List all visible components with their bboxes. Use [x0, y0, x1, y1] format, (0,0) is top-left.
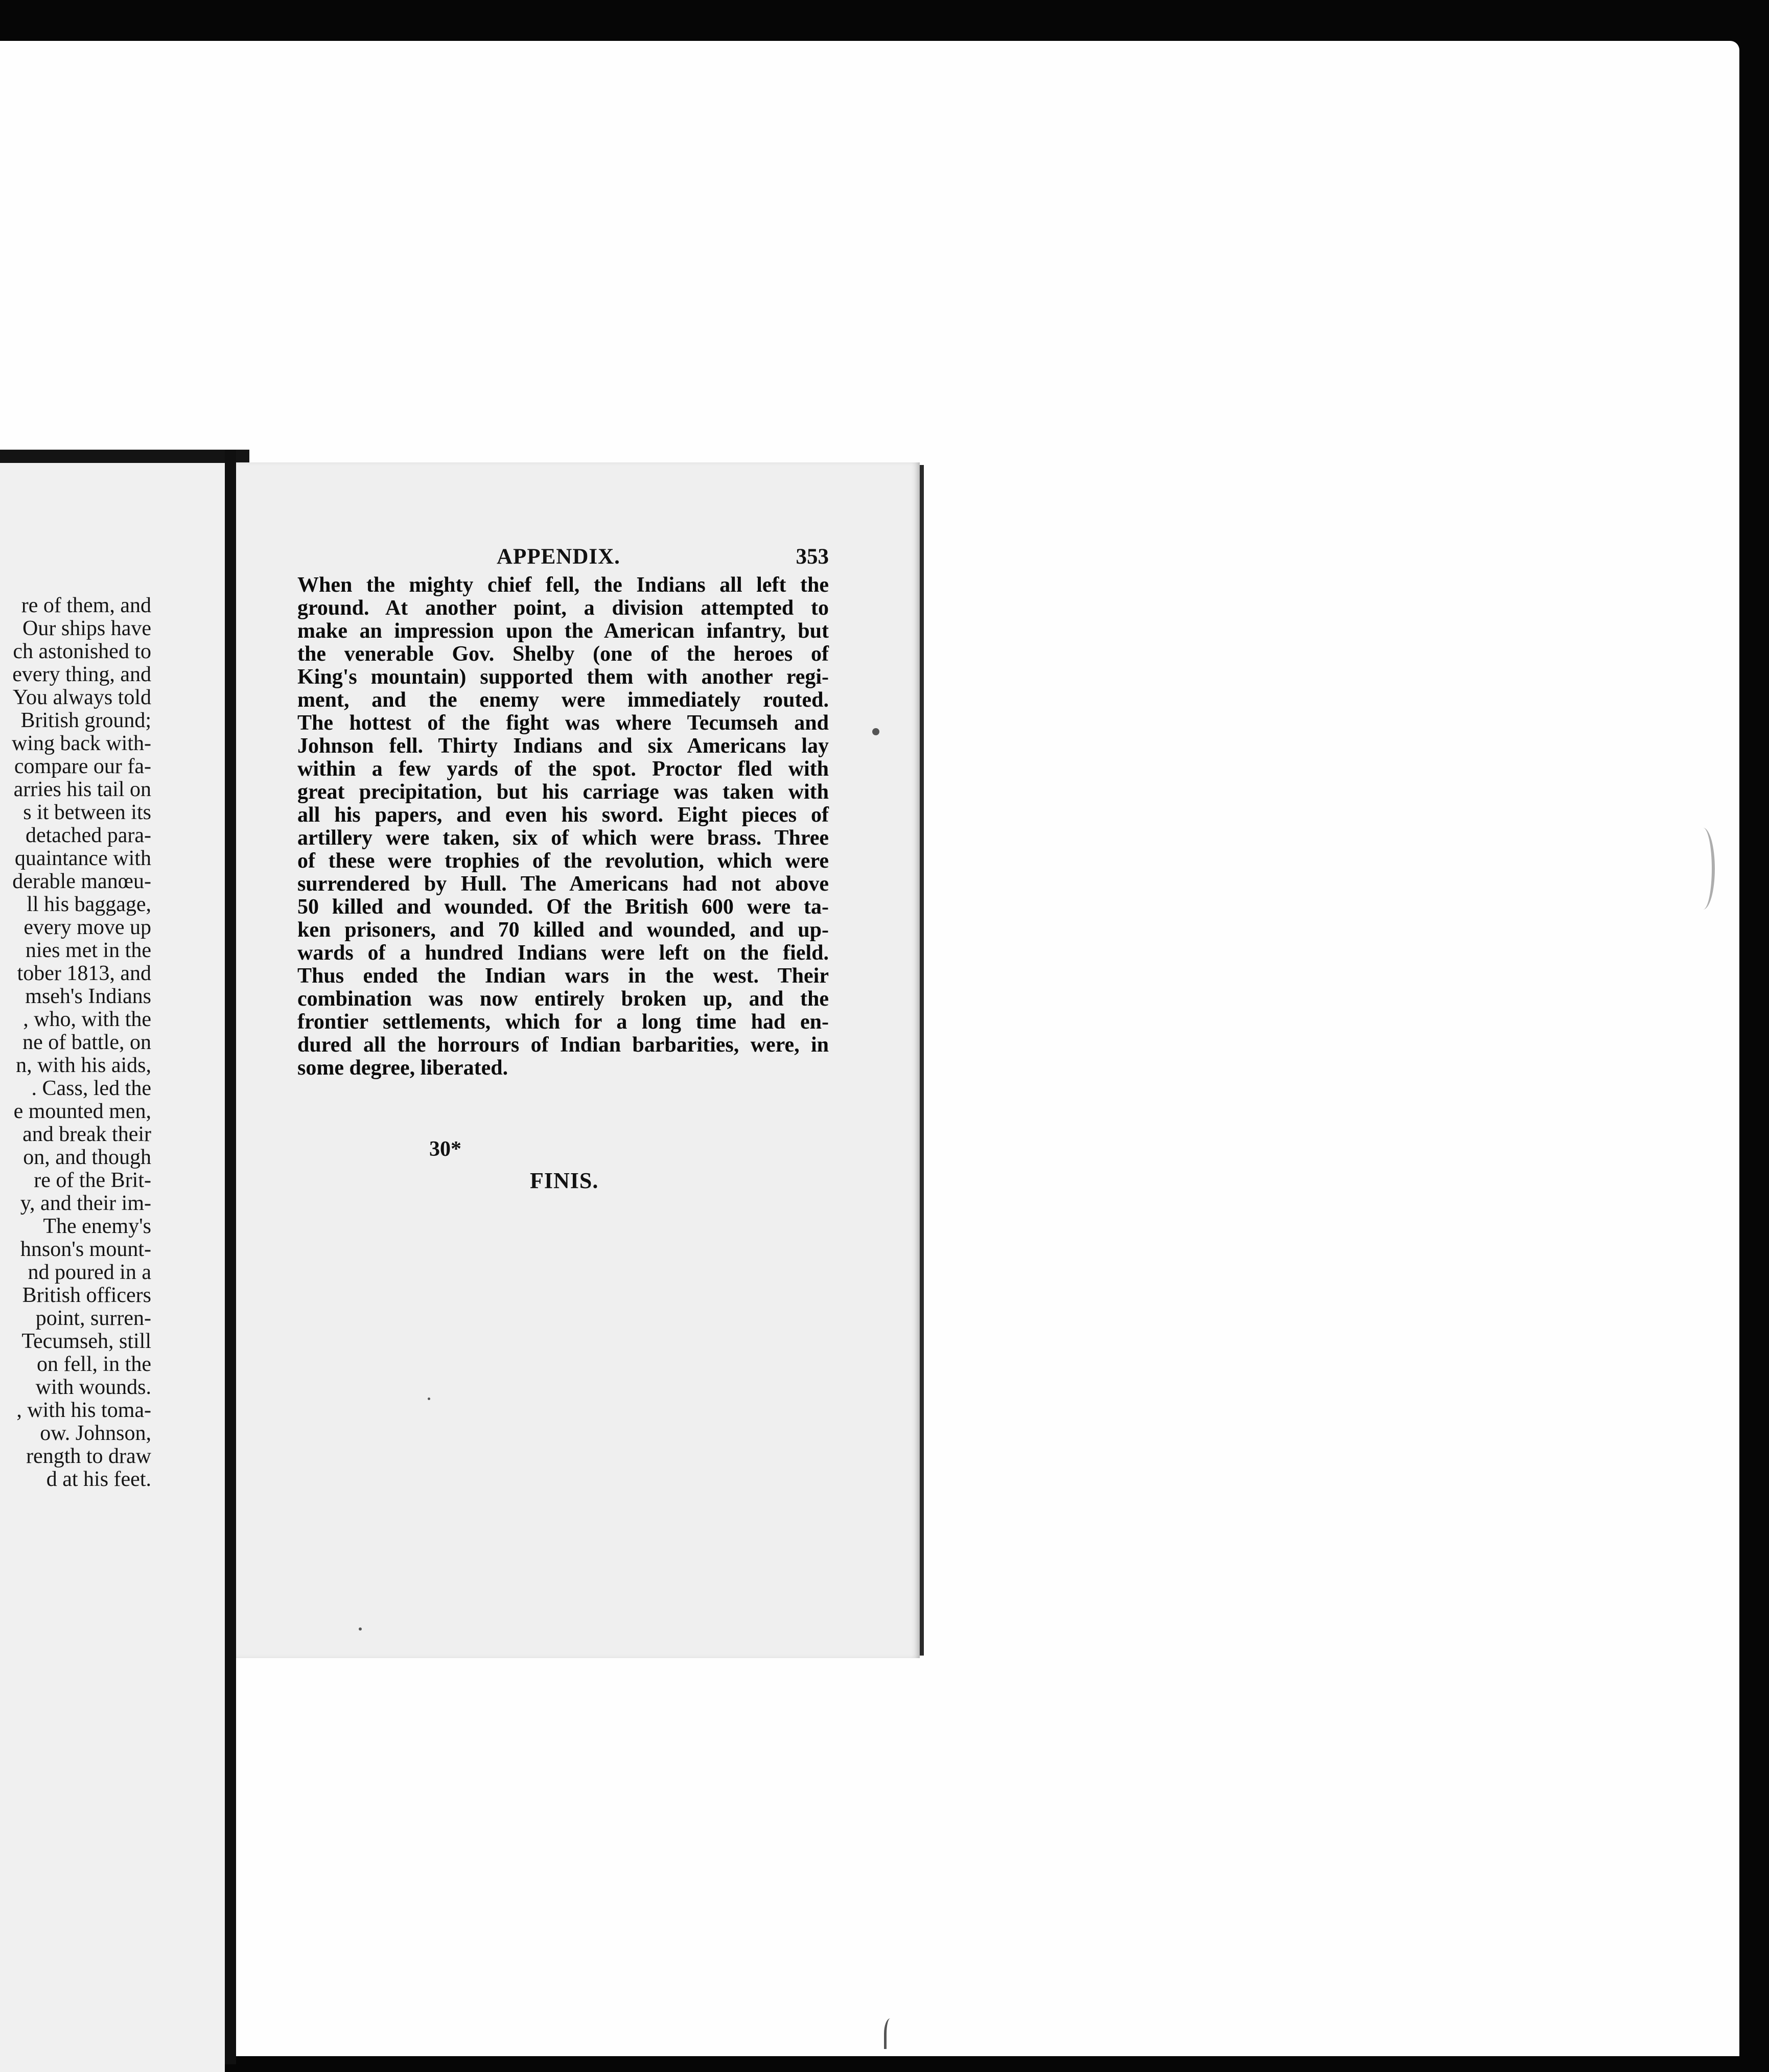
body-line: frontier settlements, which for a long time had en- — [297, 1010, 829, 1034]
left-page-line: s it between its — [23, 801, 151, 824]
left-page-line: every thing, and — [12, 663, 151, 686]
left-page-line: d at his feet. — [46, 1468, 151, 1491]
left-page-line: You always told — [12, 686, 151, 709]
left-page-line: British ground; — [20, 709, 151, 732]
left-page-line: Tecumseh, still — [21, 1330, 151, 1353]
left-page-line: nies met in the — [25, 939, 151, 962]
scan-edge-mark — [1691, 828, 1715, 910]
left-page-line: re of them, and — [21, 594, 151, 617]
left-page-line: tober 1813, and — [17, 962, 151, 985]
left-page-line: . Cass, led the — [31, 1077, 151, 1100]
body-line: ground. At another point, a division attempted to — [297, 596, 829, 620]
body-line: ment, and the enemy were immediately routed. — [297, 688, 829, 712]
left-page-line: e mounted men, — [13, 1100, 151, 1123]
running-head: APPENDIX. — [497, 545, 620, 569]
left-page-line: compare our fa- — [14, 755, 151, 778]
left-page-line: , who, with the — [23, 1008, 151, 1031]
scan-bottom-mark — [884, 2018, 897, 2049]
page-number: 353 — [796, 545, 829, 569]
left-page-line: with wounds. — [35, 1376, 151, 1399]
left-page-line: mseh's Indians — [25, 985, 151, 1008]
body-line: within a few yards of the spot. Proctor fled with — [297, 757, 829, 781]
left-page-line: quaintance with — [14, 847, 151, 870]
left-page-line: every move up — [24, 916, 151, 939]
body-line: make an impression upon the American infantry, but — [297, 619, 829, 643]
left-page-line: point, surren- — [35, 1307, 151, 1330]
body-line: ken prisoners, and 70 killed and wounded, and up- — [297, 918, 829, 942]
book-spine — [225, 450, 236, 2064]
left-page-line: and break their — [22, 1123, 151, 1146]
body-line: great precipitation, but his carriage was taken with — [297, 780, 829, 804]
body-line: surrendered by Hull. The Americans had not above — [297, 872, 829, 896]
body-line: some degree, liberated. — [297, 1056, 508, 1080]
left-page-line: British officers — [22, 1284, 151, 1307]
left-page — [0, 457, 225, 2072]
left-page-line: n, with his aids, — [16, 1054, 151, 1077]
body-line: combination was now entirely broken up, and the — [297, 987, 829, 1011]
body-line: King's mountain) supported them with another regi- — [297, 665, 829, 689]
paper-speck — [359, 1627, 362, 1631]
body-line: When the mighty chief fell, the Indians all left the — [297, 573, 829, 597]
left-page-line: arries his tail on — [13, 778, 151, 801]
left-page-line: ch astonished to — [13, 640, 151, 663]
body-line: dured all the horrours of Indian barbarities, were, in — [297, 1033, 829, 1057]
left-page-line: detached para- — [26, 824, 151, 847]
left-page-line: re of the Brit- — [34, 1169, 151, 1192]
left-page-line: The enemy's — [43, 1215, 151, 1238]
signature-mark: 30* — [429, 1137, 461, 1161]
body-line: Johnson fell. Thirty Indians and six Americans lay — [297, 734, 829, 758]
finis-heading: FINIS. — [530, 1168, 599, 1193]
right-page — [236, 462, 920, 1658]
page-edge-shadow — [920, 465, 924, 1656]
paper-speck — [428, 1398, 430, 1400]
left-page-line: on, and though — [23, 1146, 151, 1169]
left-page-line: hnson's mount- — [20, 1238, 151, 1261]
body-line: 50 killed and wounded. Of the British 600 were ta- — [297, 895, 829, 919]
left-page-line: Our ships have — [22, 617, 151, 640]
left-page-line: wing back with- — [12, 732, 151, 755]
left-page-line: nd poured in a — [28, 1261, 151, 1284]
left-page-line: on fell, in the — [37, 1353, 151, 1376]
left-page-line: rength to draw — [26, 1445, 151, 1468]
left-page-text — [0, 594, 151, 1491]
body-line: artillery were taken, six of which were brass. Three — [297, 826, 829, 850]
left-page-line: ll his baggage, — [27, 893, 151, 916]
left-page-line: ne of battle, on — [22, 1031, 151, 1054]
body-text — [297, 574, 829, 1080]
body-line: all his papers, and even his sword. Eight pieces of — [297, 803, 829, 827]
body-line: the venerable Gov. Shelby (one of the heroes of — [297, 642, 829, 666]
left-page-line: y, and their im- — [20, 1192, 151, 1215]
paper-speck — [872, 728, 879, 735]
left-page-line: ow. Johnson, — [40, 1422, 151, 1445]
body-line: wards of a hundred Indians were left on the field. — [297, 941, 829, 965]
body-line: of these were trophies of the revolution, which were — [297, 849, 829, 873]
body-line: Thus ended the Indian wars in the west. Their — [297, 964, 829, 988]
page-header — [297, 544, 829, 570]
left-page-line: derable manœu- — [12, 870, 151, 893]
body-line: The hottest of the fight was where Tecumseh and — [297, 711, 829, 735]
left-page-line: , with his toma- — [16, 1399, 151, 1422]
binding-top-edge — [0, 450, 249, 463]
